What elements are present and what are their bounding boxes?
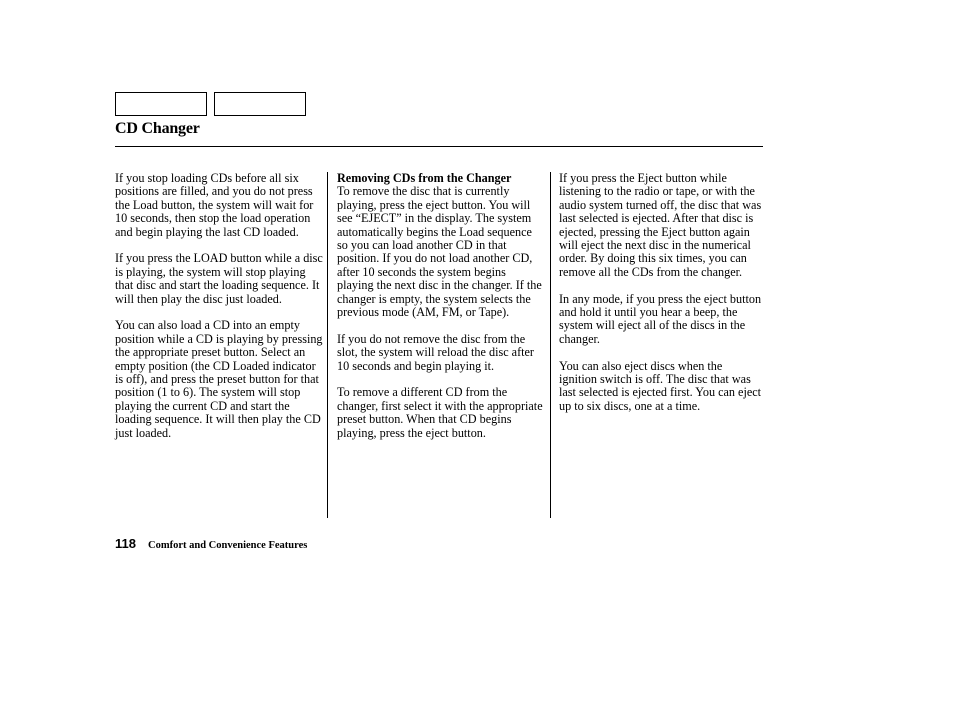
text-column-3 [559, 172, 763, 427]
page-title: CD Changer [115, 120, 200, 137]
paragraph: If you stop loading CDs before all six positions are filled, and you do not press the Load button, the system will wait for 10 seconds, then stop the load operation and begin playing the last CD loaded. [115, 171, 314, 239]
paragraph: You can also eject discs when the ignition switch is off. The disc that was last selected is ejected first. You can eject up to six discs, one at a time. [559, 358, 762, 413]
paragraph: To remove a different CD from the changer, first select it with the appropriate preset button. When that CD begins playing, press the eject button. [337, 385, 543, 440]
column-divider-2 [550, 172, 551, 518]
nav-tab-box-2 [214, 92, 306, 116]
nav-tab-box-1 [115, 92, 207, 116]
column-divider-1 [327, 172, 328, 518]
title-divider [115, 146, 763, 147]
paragraph: You can also load a CD into an empty position while a CD is playing by pressing the appropriate preset button. Select an empty position (the CD Loaded indicator is off), and press the preset button for that position (1 to 6). The system will stop playing the current CD and start the loading sequence. It will then play the CD just loaded. [115, 318, 323, 440]
footer-section-label: Comfort and Convenience Features [148, 540, 308, 551]
paragraph: If you do not remove the disc from the slot, the system will reload the disc after 10 seconds and begin playing it. [337, 331, 534, 373]
paragraph: To remove the disc that is currently playing, press the eject button. You will see “EJECT” in the display. The system automatically begins the Load sequence so you can load another CD in that position. If you do not load another CD, after 10 seconds the system begins playing the next disc in the changer. If the changer is empty, the system selects the previous mode (AM, FM, or Tape). [337, 184, 542, 320]
page-number: 118 [115, 536, 136, 551]
paragraph: If you press the Eject button while listening to the radio or tape, or with the audio system turned off, the disc that was last selected is ejected. After that disc is ejected, pressing the Eject button again will eject the next disc in the numerical order. By doing this six times, you can remove all the CDs from the changer. [559, 171, 762, 279]
paragraph: In any mode, if you press the eject button and hold it until you hear a beep, the system will eject all of the discs in the changer. [559, 291, 762, 346]
section-subheading: Removing CDs from the Changer [337, 171, 512, 185]
text-column-2 [337, 172, 545, 453]
paragraph: If you press the LOAD button while a disc is playing, the system will stop playing that disc and start the loading sequence. It will then play the disc just loaded. [115, 251, 323, 306]
text-column-1 [115, 172, 323, 453]
